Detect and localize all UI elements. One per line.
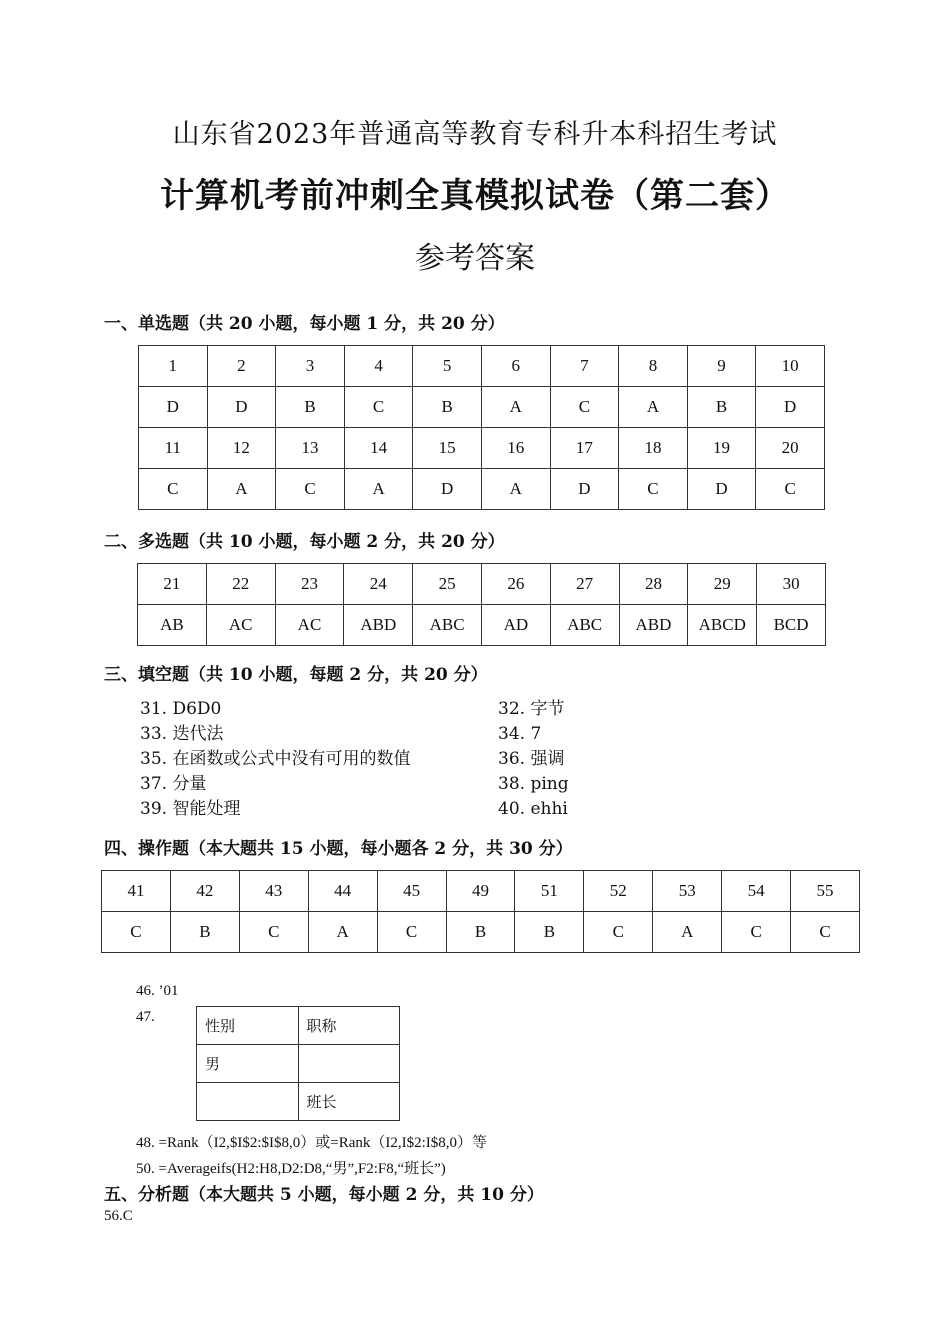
table-cell: C bbox=[102, 912, 171, 953]
fill-blank-answer: 37. 分量 bbox=[140, 774, 207, 794]
table-cell: AB bbox=[138, 605, 207, 646]
section5-heading: 五、分析题（本大题共 5 小题，每小题 2 分，共 10 分） bbox=[104, 1185, 544, 1205]
table-cell: 26 bbox=[481, 564, 550, 605]
table-cell: 42 bbox=[170, 871, 239, 912]
section3-heading: 三、填空题（共 10 小题，每题 2 分，共 20 分） bbox=[104, 665, 488, 685]
table-cell: 24 bbox=[344, 564, 413, 605]
table-cell: ABD bbox=[344, 605, 413, 646]
exam-title-line1: 山东省2023年普通高等教育专科升本科招生考试 bbox=[172, 119, 778, 150]
table-cell: AD bbox=[481, 605, 550, 646]
table-cell bbox=[197, 1083, 299, 1121]
table-cell: A bbox=[308, 912, 377, 953]
table-cell: 25 bbox=[413, 564, 482, 605]
table-row bbox=[102, 912, 860, 953]
fill-blank-answer: 34. 7 bbox=[498, 724, 542, 744]
table-cell: 7 bbox=[550, 346, 619, 387]
table-cell: ABCD bbox=[688, 605, 757, 646]
fill-blank-answer: 35. 在函数或公式中没有可用的数值 bbox=[140, 749, 411, 769]
table-cell: B bbox=[446, 912, 515, 953]
table-cell: C bbox=[584, 912, 653, 953]
fill-blank-answer: 31. D6D0 bbox=[140, 699, 222, 719]
table-cell: 27 bbox=[550, 564, 619, 605]
answer-56: 56.C bbox=[104, 1208, 133, 1224]
table-cell: C bbox=[791, 912, 860, 953]
table-cell: 43 bbox=[239, 871, 308, 912]
fill-blank-answer: 32. 字节 bbox=[498, 699, 565, 719]
table-cell: A bbox=[653, 912, 722, 953]
table-cell: 5 bbox=[413, 346, 482, 387]
table-cell: C bbox=[344, 387, 413, 428]
table-cell: 44 bbox=[308, 871, 377, 912]
table-row bbox=[197, 1045, 400, 1083]
table-cell: 4 bbox=[344, 346, 413, 387]
table-cell: 10 bbox=[756, 346, 825, 387]
table-cell: 11 bbox=[139, 428, 208, 469]
table-cell: 49 bbox=[446, 871, 515, 912]
operation-table bbox=[101, 870, 860, 953]
answer-50: 50. =Averageifs(H2:H8,D2:D8,“男”,F2:F8,“班长”) bbox=[136, 1161, 446, 1177]
table-cell: C bbox=[550, 387, 619, 428]
table-cell: C bbox=[276, 469, 345, 510]
table-cell: ABC bbox=[550, 605, 619, 646]
table-cell: 29 bbox=[688, 564, 757, 605]
table-cell: AC bbox=[206, 605, 275, 646]
table-cell: 45 bbox=[377, 871, 446, 912]
table-cell: A bbox=[481, 387, 550, 428]
table-row bbox=[139, 387, 825, 428]
table-cell: C bbox=[239, 912, 308, 953]
table-cell: 53 bbox=[653, 871, 722, 912]
table-cell: 41 bbox=[102, 871, 171, 912]
table-row bbox=[139, 346, 825, 387]
table-cell: C bbox=[722, 912, 791, 953]
answer-48: 48. =Rank（I2,$I$2:$I$8,0）或=Rank（I2,I$2:I$8,0）等 bbox=[136, 1135, 488, 1151]
table-cell: 班长 bbox=[298, 1083, 400, 1121]
table-cell: 52 bbox=[584, 871, 653, 912]
table-cell: 13 bbox=[276, 428, 345, 469]
table-row bbox=[139, 428, 825, 469]
table-cell: C bbox=[619, 469, 688, 510]
table-cell: 51 bbox=[515, 871, 584, 912]
table-cell: ABD bbox=[619, 605, 688, 646]
table-cell: D bbox=[139, 387, 208, 428]
table-cell: 8 bbox=[619, 346, 688, 387]
table-cell: 18 bbox=[619, 428, 688, 469]
table-cell: 22 bbox=[206, 564, 275, 605]
table-cell: 15 bbox=[413, 428, 482, 469]
table-cell: 3 bbox=[276, 346, 345, 387]
table-row bbox=[102, 871, 860, 912]
table-row bbox=[139, 469, 825, 510]
table-cell: 男 bbox=[197, 1045, 299, 1083]
table-cell: 14 bbox=[344, 428, 413, 469]
table-cell: 17 bbox=[550, 428, 619, 469]
table-cell: 性别 bbox=[197, 1007, 299, 1045]
table-cell: ABC bbox=[413, 605, 482, 646]
table-cell: 23 bbox=[275, 564, 344, 605]
table-cell: A bbox=[344, 469, 413, 510]
table-cell: D bbox=[550, 469, 619, 510]
fill-blank-answer: 39. 智能处理 bbox=[140, 799, 241, 819]
fill-blank-right-column bbox=[498, 697, 798, 822]
table-cell: 12 bbox=[207, 428, 276, 469]
table-cell: C bbox=[377, 912, 446, 953]
table-row bbox=[197, 1083, 400, 1121]
table-cell: 54 bbox=[722, 871, 791, 912]
table-cell: D bbox=[413, 469, 482, 510]
fill-blank-answer: 38. ping bbox=[498, 774, 569, 794]
table-cell: B bbox=[170, 912, 239, 953]
table-cell bbox=[298, 1045, 400, 1083]
table-cell: D bbox=[207, 387, 276, 428]
answer-47-label: 47. bbox=[136, 1009, 155, 1025]
section1-heading: 一、单选题（共 20 小题，每小题 1 分，共 20 分） bbox=[104, 314, 505, 334]
table-cell: AC bbox=[275, 605, 344, 646]
table-cell: B bbox=[687, 387, 756, 428]
table-cell: 9 bbox=[687, 346, 756, 387]
table-cell: 16 bbox=[481, 428, 550, 469]
fill-blank-answer: 33. 迭代法 bbox=[140, 724, 224, 744]
table-row bbox=[138, 605, 826, 646]
table-cell: B bbox=[515, 912, 584, 953]
table-cell: 55 bbox=[791, 871, 860, 912]
answer-key-title: 参考答案 bbox=[415, 241, 535, 276]
section2-heading: 二、多选题（共 10 小题，每小题 2 分，共 20 分） bbox=[104, 532, 505, 552]
table-cell: A bbox=[619, 387, 688, 428]
table-cell: C bbox=[756, 469, 825, 510]
table-cell: 20 bbox=[756, 428, 825, 469]
table-cell: B bbox=[276, 387, 345, 428]
table-cell: 28 bbox=[619, 564, 688, 605]
fill-blank-answer: 36. 强调 bbox=[498, 749, 565, 769]
table-cell: A bbox=[207, 469, 276, 510]
table-cell: 1 bbox=[139, 346, 208, 387]
exam-title-line2: 计算机考前冲刺全真模拟试卷（第二套） bbox=[160, 176, 790, 216]
table-cell: 30 bbox=[757, 564, 826, 605]
single-choice-table bbox=[138, 345, 825, 510]
table-cell: 6 bbox=[481, 346, 550, 387]
table-row bbox=[197, 1007, 400, 1045]
fill-blank-answer: 40. ehhi bbox=[498, 799, 568, 819]
section4-heading: 四、操作题（本大题共 15 小题，每小题各 2 分，共 30 分） bbox=[104, 839, 573, 859]
answer-46: 46. ’01 bbox=[136, 983, 179, 999]
table-cell: B bbox=[413, 387, 482, 428]
table-cell: D bbox=[756, 387, 825, 428]
table-cell: 2 bbox=[207, 346, 276, 387]
table-cell: A bbox=[481, 469, 550, 510]
table-cell: C bbox=[139, 469, 208, 510]
table-row bbox=[138, 564, 826, 605]
table-cell: BCD bbox=[757, 605, 826, 646]
table-cell: 21 bbox=[138, 564, 207, 605]
multiple-choice-table bbox=[137, 563, 826, 646]
answer-47-table bbox=[196, 1006, 400, 1121]
table-cell: 19 bbox=[687, 428, 756, 469]
table-cell: D bbox=[687, 469, 756, 510]
fill-blank-left-column bbox=[140, 697, 490, 822]
table-cell: 职称 bbox=[298, 1007, 400, 1045]
